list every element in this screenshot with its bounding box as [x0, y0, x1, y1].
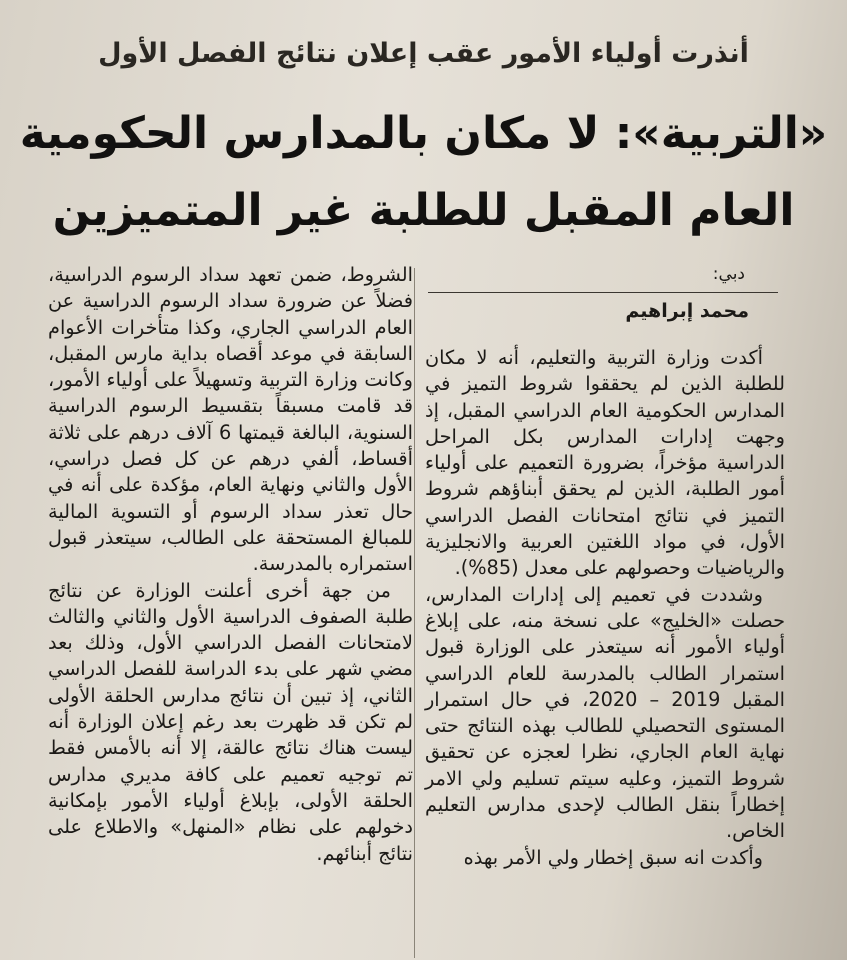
column-divider: [414, 268, 415, 958]
body-column-right: [425, 345, 785, 871]
headline-line-1: «التربية»: لا مكان بالمدارس الحكومية: [19, 108, 828, 159]
headline-line-2: العام المقبل للطلبة غير المتميزين: [52, 185, 795, 236]
body-column-left: [48, 262, 413, 867]
paragraph: الشروط، ضمن تعهد سداد الرسوم الدراسية، فضلاً عن ضرورة سداد الرسوم الدراسية عن العام الدراسي الجاري، وكذا متأخرات الأعوام السابقة في موعد أقصاه بداية مارس المقبل، وكانت وزارة التربية وتسهيلاً على أولياء الأمور، قد قامت مسبقاً بتقسيط الرسوم الدراسية السنوية، البالغة قيمتها 6 آلاف درهم على ثلاثة أقساط، ألفي درهم عن كل فصل دراسي، الأول والثاني ونهاية العام، مؤكدة على أنه في حال تعذر سداد الرسوم أو التسوية المالية للمبالغ المستحقة على الطالب، سيتعذر قبول استمراره بالمدرسة.: [48, 263, 413, 576]
paragraph: وأكدت انه سبق إخطار ولي الأمر بهذه: [463, 845, 763, 869]
paragraph: أكدت وزارة التربية والتعليم، أنه لا مكان للطلبة الذين لم يحققوا شروط التميز في المدارس الحكومية العام الدراسي المقبل، إذ وجهت إدارات المدارس بكل المراحل الدراسية مؤخراً، بضرورة التعميم على أولياء أمور الطلبة، الذين لم يحقق أبناؤهم شروط التميز في نتائج امتحانات الفصل الدراسي الأول، في مواد اللغتين العربية والانجليزية والرياضيات وحصولهم على معدل (85%).: [425, 346, 785, 580]
dateline: دبي:: [712, 264, 745, 284]
author-byline: محمد إبراهيم: [625, 300, 749, 322]
kicker-headline: أنذرت أولياء الأمور عقب إعلان نتائج الفصل الأول: [98, 38, 749, 69]
paragraph: وشددت في تعميم إلى إدارات المدارس، حصلت «الخليج» على نسخة منه، على إبلاغ أولياء الأمور أنه سيتعذر على الوزارة قبول استمرار الطالب بالمدرسة للعام الدراسي المقبل 2019 – 2020، في حال استمرار المستوى التحصيلي للطالب بهذه النتائج حتى نهاية العام الجاري، نظرا لعجزه عن تحقيق شروط التميز، وعليه سيتم تسليم ولي الامر إخطاراً بنقل الطالب لإحدى مدارس التعليم الخاص.: [425, 582, 785, 843]
paragraph: من جهة أخرى أعلنت الوزارة عن نتائج طلبة الصفوف الدراسية الأول والثاني والثالث لامتحانات الفصل الدراسي الأول، وذلك بعد مضي شهر على بدء الدراسة للفصل الدراسي الثاني، إذ تبين أن نتائج مدارس الحلقة الأولى لم تكن قد ظهرت بعد رغم إعلان الوزارة أنه ليست هناك نتائج عالقة، إلا أنه بالأمس فقط تم توجيه تعميم على كافة مديري مدارس الحلقة الأولى، بإبلاغ أولياء الأمور بإمكانية دخولهم على نظام «المنهل» والاطلاع على نتائج أبنائهم.: [48, 578, 413, 865]
byline-rule: [428, 292, 778, 293]
